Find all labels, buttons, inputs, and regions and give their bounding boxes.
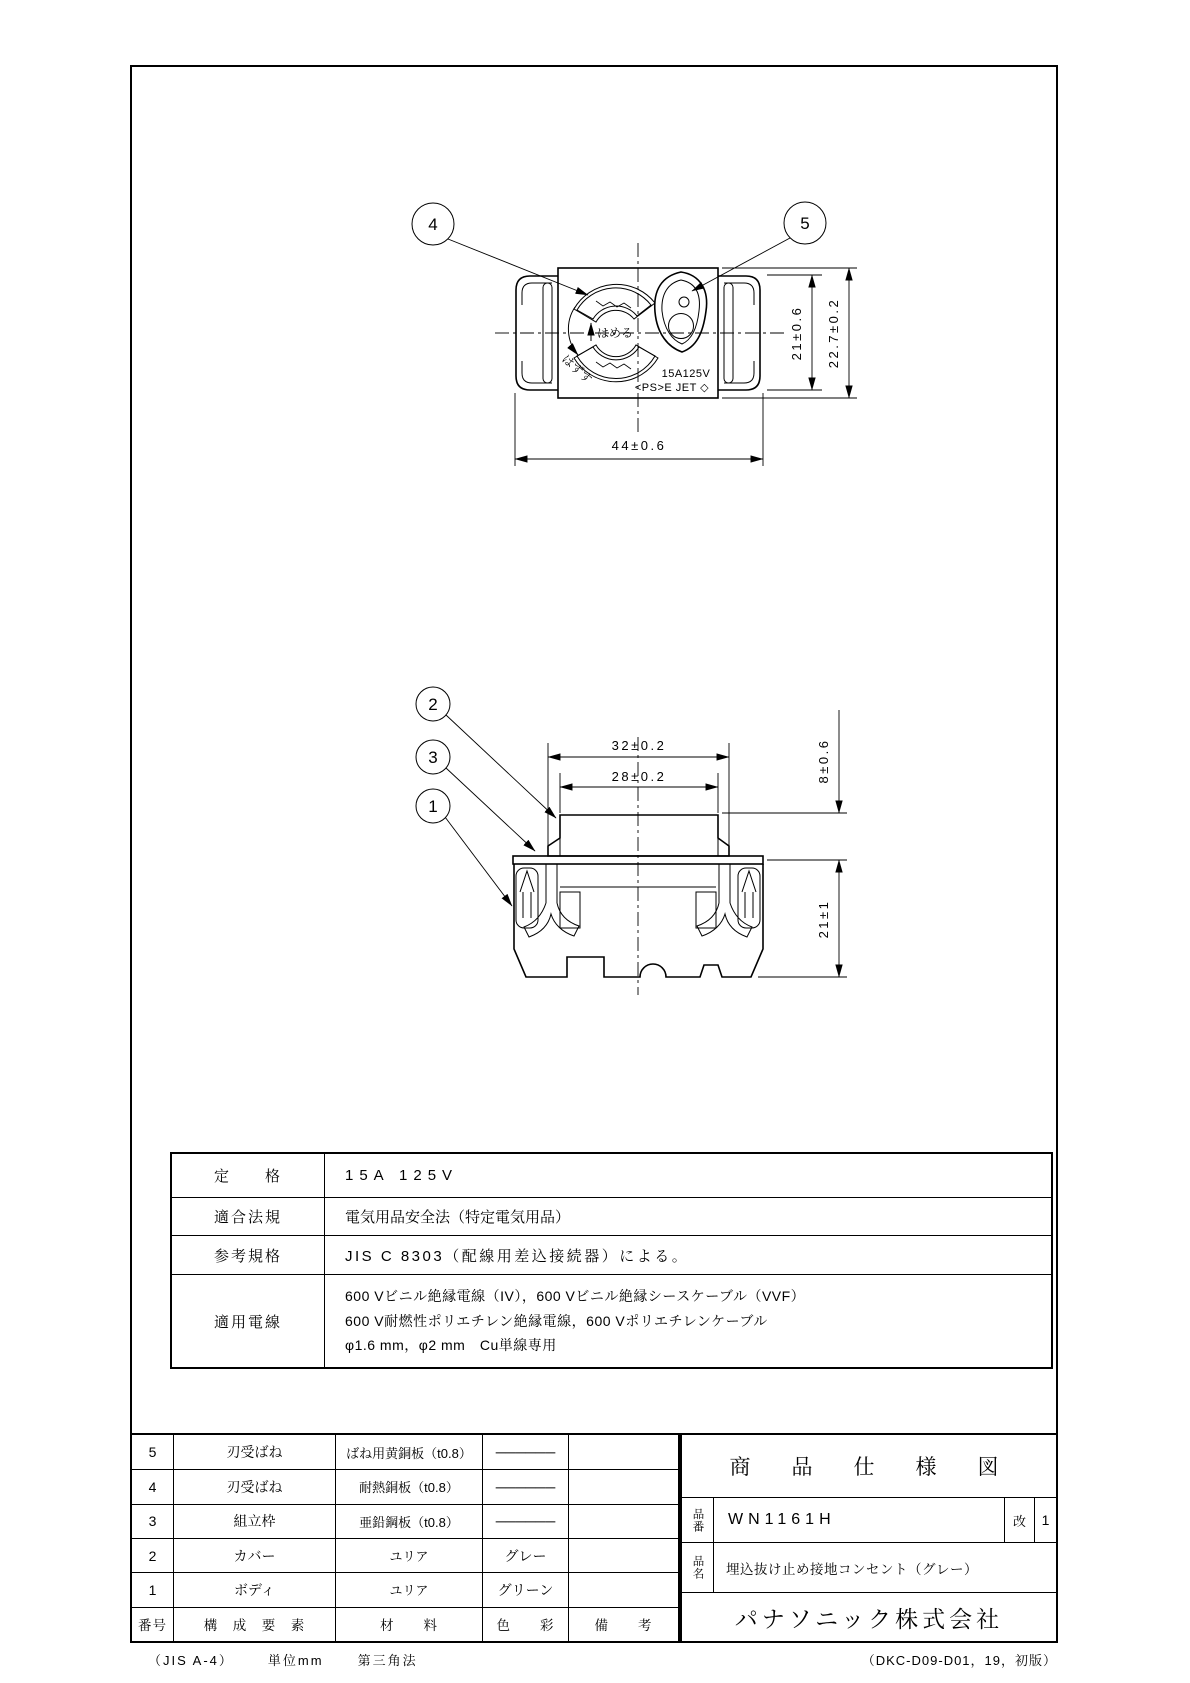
parts-header-color: 色 彩 — [482, 1607, 568, 1641]
part-no: 2 — [132, 1538, 173, 1572]
part-number-row — [682, 1497, 1056, 1542]
paper-size: （JIS A-4） — [148, 1653, 234, 1668]
unit-note: 単位mm — [267, 1653, 324, 1668]
top-view — [412, 202, 857, 466]
footer-left — [148, 1650, 418, 1669]
part-note — [568, 1504, 678, 1538]
spec-table — [170, 1152, 1053, 1369]
part-number-value: WN1161H — [728, 1511, 836, 1528]
dim-height-outer: 22.7±0.2 — [826, 297, 841, 369]
part-name-row — [682, 1542, 1056, 1592]
part-component: 刃受ばね — [173, 1469, 335, 1503]
drawing-title: 商 品 仕 様 図 — [729, 1456, 1009, 1479]
part-note — [568, 1538, 678, 1572]
title-block — [680, 1433, 1058, 1643]
document-code: （DKC-D09-D01，19，初版） — [861, 1653, 1057, 1668]
part-component: 刃受ばね — [173, 1435, 335, 1469]
wire-line-3: φ1.6 mm，φ2 mm Cu単線専用 — [345, 1337, 557, 1354]
parts-header-note: 備 考 — [568, 1607, 678, 1641]
dim-width: 44±0.6 — [611, 438, 667, 453]
part-material: ユリア — [335, 1538, 482, 1572]
wire-line-1: 600 Vビニル絶縁電線（IV），600 Vビニル絶縁シースケーブル（VVF） — [345, 1288, 806, 1305]
release-label: はずす — [558, 351, 596, 387]
part-material: ユリア — [335, 1572, 482, 1606]
part-material: 耐熱銅板（t0.8） — [335, 1469, 482, 1503]
part-color: ────── — [482, 1469, 568, 1503]
revision-label: 改 — [1004, 1498, 1034, 1542]
parts-table — [130, 1433, 680, 1643]
part-component: カバー — [173, 1538, 335, 1572]
part-material: ばね用黄銅板（t0.8） — [335, 1435, 482, 1469]
side-view — [416, 687, 847, 995]
part-note — [568, 1572, 678, 1606]
rating-mark: 15A125V — [661, 368, 711, 380]
part-component: ボディ — [173, 1572, 335, 1606]
part-color: ────── — [482, 1435, 568, 1469]
projection-note: 第三角法 — [357, 1653, 418, 1668]
part-number-label-text: 品番 — [691, 1507, 704, 1533]
part-component: 組立枠 — [173, 1504, 335, 1538]
part-no: 1 — [132, 1572, 173, 1606]
spec-label-standard: 参考規格 — [172, 1235, 324, 1274]
wire-line-2: 600 V耐燃性ポリエチレン絶縁電線，600 Vポリエチレンケーブル — [345, 1312, 768, 1329]
balloon-3: 3 — [428, 748, 438, 767]
part-color: ────── — [482, 1504, 568, 1538]
balloon-2: 2 — [428, 695, 438, 714]
part-note — [568, 1435, 678, 1469]
spec-value-regulation: 電気用品安全法（特定電気用品） — [324, 1197, 1051, 1235]
part-name-label — [682, 1543, 714, 1592]
part-no: 5 — [148, 1444, 157, 1461]
dim-width-outer: 32±0.2 — [611, 738, 667, 753]
parts-header-material: 材 料 — [335, 1607, 482, 1641]
balloon-5: 5 — [800, 214, 810, 233]
parts-header-component: 構 成 要 素 — [173, 1607, 335, 1641]
dim-height-inner: 21±0.6 — [789, 305, 804, 361]
part-no: 3 — [132, 1504, 173, 1538]
balloon-4: 4 — [428, 215, 438, 234]
dim-height-body: 21±1 — [816, 899, 831, 939]
balloon-1: 1 — [428, 797, 438, 816]
spec-label-rating: 定 格 — [213, 1168, 282, 1185]
part-note — [568, 1469, 678, 1503]
cert-mark: <PS>E JET ◇ — [634, 382, 710, 394]
part-name-label-text: 品名 — [691, 1555, 704, 1580]
part-color: グレー — [482, 1538, 568, 1572]
spec-value-rating: 15A 125V — [324, 1154, 1051, 1197]
dim-width-inner: 28±0.2 — [611, 769, 667, 784]
part-material: 亜鉛鋼板（t0.8） — [335, 1504, 482, 1538]
fit-label: はめる — [597, 326, 634, 340]
spec-label-wires: 適用電線 — [172, 1274, 324, 1367]
spec-label-regulation: 適合法規 — [172, 1197, 324, 1235]
company-name: パナソニック株式会社 — [682, 1592, 1056, 1641]
spec-value-standard: JIS C 8303（配線用差込接続器）による。 — [324, 1235, 1051, 1274]
revision-value: 1 — [1034, 1498, 1056, 1542]
part-number-label — [682, 1498, 714, 1542]
part-color: グリーン — [482, 1572, 568, 1606]
parts-header-no: 番号 — [132, 1607, 173, 1641]
part-name-value: 埋込抜け止め接地コンセント（グレー） — [726, 1561, 978, 1577]
dim-height-top: 8±0.6 — [816, 738, 831, 784]
part-no: 4 — [132, 1469, 173, 1503]
spec-value-wires — [324, 1274, 1051, 1367]
